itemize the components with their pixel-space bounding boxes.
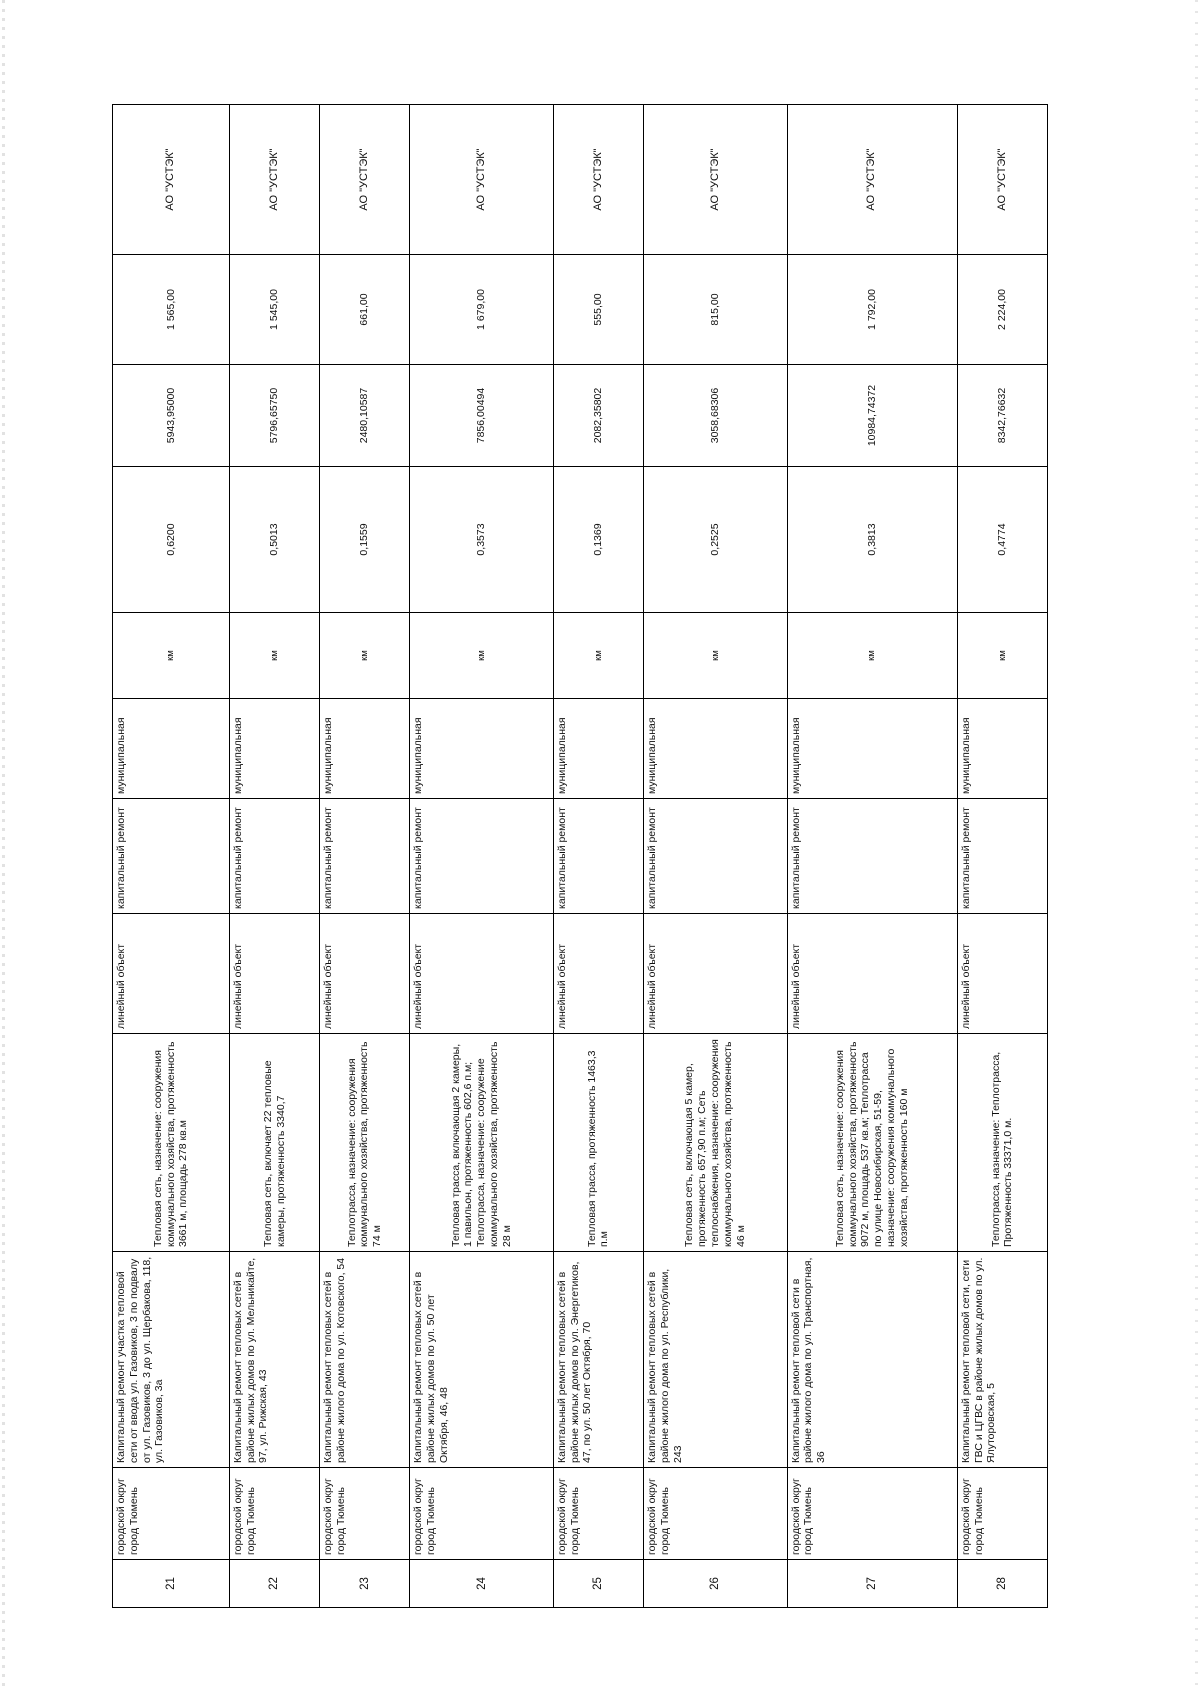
object-type-cell: линейный объект: [957, 914, 1047, 1034]
executor-cell: АО "УСТЭК": [113, 105, 230, 255]
ownership-cell: муниципальная: [553, 699, 643, 799]
work-type-cell: капитальный ремонт: [787, 799, 957, 914]
amount-cell: 661,00: [320, 255, 410, 365]
quantity-cell: 0,6200: [113, 467, 230, 613]
table-body: [113, 105, 1048, 1608]
capital-repair-table: [112, 104, 1048, 1608]
work-type-cell: капитальный ремонт: [113, 799, 230, 914]
quantity-cell: 0,3813: [787, 467, 957, 613]
row-number: 23: [320, 1560, 410, 1608]
ownership-cell: муниципальная: [410, 699, 553, 799]
work-type-cell: капитальный ремонт: [229, 799, 319, 914]
unit-cell: км: [957, 613, 1047, 699]
work-name-cell: Капитальный ремонт тепловых сетей в районе жилых домов по ул. 50 лет Октября, 46, 48: [410, 1252, 553, 1468]
work-type-cell: капитальный ремонт: [410, 799, 553, 914]
municipality-cell: городской округ город Тюмень: [553, 1468, 643, 1560]
unit-cell: км: [320, 613, 410, 699]
row-number: 27: [787, 1560, 957, 1608]
unit-cell: км: [644, 613, 787, 699]
unit-cell: км: [113, 613, 230, 699]
unit-cell: км: [553, 613, 643, 699]
work-name-cell: Капитальный ремонт тепловой сети, сети ГВС и ЦГВС в районе жилых домов по ул. Ялуторовская, 5: [957, 1252, 1047, 1468]
cost-cell: 2082,35802: [553, 365, 643, 467]
work-name-cell: Капитальный ремонт тепловых сетей в районе жилого дома по ул. Котовского, 54: [320, 1252, 410, 1468]
quantity-cell: 0,1369: [553, 467, 643, 613]
municipality-cell: городской округ город Тюмень: [410, 1468, 553, 1560]
quantity-cell: 0,4774: [957, 467, 1047, 613]
ownership-cell: муниципальная: [229, 699, 319, 799]
amount-cell: 1 792,00: [787, 255, 957, 365]
municipality-cell: городской округ город Тюмень: [229, 1468, 319, 1560]
row-number: 21: [113, 1560, 230, 1608]
executor-cell: АО "УСТЭК": [787, 105, 957, 255]
object-description-cell: Тепловая сеть, назначение: сооружения коммунального хозяйства, протяженность 9072 м, площадь 537 кв.м; Теплотрасса по улице Новосибирская, 51-59, назначение: сооружения коммунального хозяйства, протяженность 160 м: [787, 1034, 957, 1252]
table-row: [113, 105, 230, 1608]
ownership-cell: муниципальная: [113, 699, 230, 799]
cost-cell: 5943,95000: [113, 365, 230, 467]
table-row: [553, 105, 643, 1608]
municipality-cell: городской округ город Тюмень: [320, 1468, 410, 1560]
table-row: [229, 105, 319, 1608]
row-number: 25: [553, 1560, 643, 1608]
quantity-cell: 0,5013: [229, 467, 319, 613]
work-name-cell: Капитальный ремонт участка тепловой сети от ввода ул. Газовиков, 3 по подвалу от ул. Газовиков, 3 до ул. Щербакова, 118, ул. Газовиков, 3а: [113, 1252, 230, 1468]
ownership-cell: муниципальная: [644, 699, 787, 799]
quantity-cell: 0,1559: [320, 467, 410, 613]
executor-cell: АО "УСТЭК": [957, 105, 1047, 255]
object-type-cell: линейный объект: [787, 914, 957, 1034]
object-description-cell: Тепловая сеть, включает 22 тепловые камеры, протяженность 3340,7: [229, 1034, 319, 1252]
cost-cell: 8342,76632: [957, 365, 1047, 467]
municipality-cell: городской округ город Тюмень: [957, 1468, 1047, 1560]
work-type-cell: капитальный ремонт: [957, 799, 1047, 914]
executor-cell: АО "УСТЭК": [320, 105, 410, 255]
object-type-cell: линейный объект: [229, 914, 319, 1034]
row-number: 22: [229, 1560, 319, 1608]
municipality-cell: городской округ город Тюмень: [113, 1468, 230, 1560]
object-type-cell: линейный объект: [644, 914, 787, 1034]
municipality-cell: городской округ город Тюмень: [644, 1468, 787, 1560]
amount-cell: 1 679,00: [410, 255, 553, 365]
amount-cell: 2 224,00: [957, 255, 1047, 365]
unit-cell: км: [229, 613, 319, 699]
work-type-cell: капитальный ремонт: [644, 799, 787, 914]
cost-cell: 7856,00494: [410, 365, 553, 467]
unit-cell: км: [410, 613, 553, 699]
object-type-cell: линейный объект: [553, 914, 643, 1034]
table-row: [957, 105, 1047, 1608]
cost-cell: 3058,68306: [644, 365, 787, 467]
work-name-cell: Капитальный ремонт тепловых сетей в районе жилых домов по ул. Энергетиков, 47, по ул. 50 лет Октября, 70: [553, 1252, 643, 1468]
object-description-cell: Тепловая трасса, протяженность 1463,3 п.м: [553, 1034, 643, 1252]
quantity-cell: 0,3573: [410, 467, 553, 613]
unit-cell: км: [787, 613, 957, 699]
scan-edge-left: [2, 0, 5, 1686]
executor-cell: АО "УСТЭК": [644, 105, 787, 255]
row-number: 26: [644, 1560, 787, 1608]
table-row: [410, 105, 553, 1608]
object-type-cell: линейный объект: [410, 914, 553, 1034]
executor-cell: АО "УСТЭК": [229, 105, 319, 255]
executor-cell: АО "УСТЭК": [410, 105, 553, 255]
object-type-cell: линейный объект: [320, 914, 410, 1034]
work-type-cell: капитальный ремонт: [320, 799, 410, 914]
ownership-cell: муниципальная: [787, 699, 957, 799]
work-type-cell: капитальный ремонт: [553, 799, 643, 914]
scan-edge-right: [1195, 0, 1198, 1686]
quantity-cell: 0,2525: [644, 467, 787, 613]
amount-cell: 815,00: [644, 255, 787, 365]
object-type-cell: линейный объект: [113, 914, 230, 1034]
rotated-document-sheet: [112, 105, 1048, 1608]
object-description-cell: Тепловая трасса, включающая 2 камеры, 1 павильон, протяженность 602,6 п.м; Теплотрасса, назначение: сооружение коммунального хозяйства, протяженность 28 м: [410, 1034, 553, 1252]
object-description-cell: Тепловая сеть, назначение: сооружения коммунального хозяйства, протяженность 3661 м, площадь 278 кв.м: [113, 1034, 230, 1252]
amount-cell: 555,00: [553, 255, 643, 365]
ownership-cell: муниципальная: [957, 699, 1047, 799]
municipality-cell: городской округ город Тюмень: [787, 1468, 957, 1560]
row-number: 24: [410, 1560, 553, 1608]
object-description-cell: Теплотрасса, назначение: Теплотрасса, Протяженность 33371,0 м.: [957, 1034, 1047, 1252]
row-number: 28: [957, 1560, 1047, 1608]
cost-cell: 2480,10587: [320, 365, 410, 467]
cost-cell: 5796,65750: [229, 365, 319, 467]
work-name-cell: Капитальный ремонт тепловой сети в районе жилого дома по ул. Транспортная, 36: [787, 1252, 957, 1468]
object-description-cell: Теплотрасса, назначение: сооружения коммунального хозяйства, протяженность 74 м: [320, 1034, 410, 1252]
executor-cell: АО "УСТЭК": [553, 105, 643, 255]
object-description-cell: Тепловая сеть, включающая 5 камер, протяженность 657,90 п.м; Сеть теплоснабжения, назначение: сооружения коммунального хозяйства, протяженность 46 м: [644, 1034, 787, 1252]
ownership-cell: муниципальная: [320, 699, 410, 799]
cost-cell: 10984,74372: [787, 365, 957, 467]
work-name-cell: Капитальный ремонт тепловых сетей в районе жилого дома по ул. Республики, 243: [644, 1252, 787, 1468]
table-row: [644, 105, 787, 1608]
work-name-cell: Капитальный ремонт тепловых сетей в районе жилых домов по ул. Мельникайте, 97, ул. Рижская, 43: [229, 1252, 319, 1468]
table-row: [787, 105, 957, 1608]
table-row: [320, 105, 410, 1608]
amount-cell: 1 565,00: [113, 255, 230, 365]
amount-cell: 1 545,00: [229, 255, 319, 365]
